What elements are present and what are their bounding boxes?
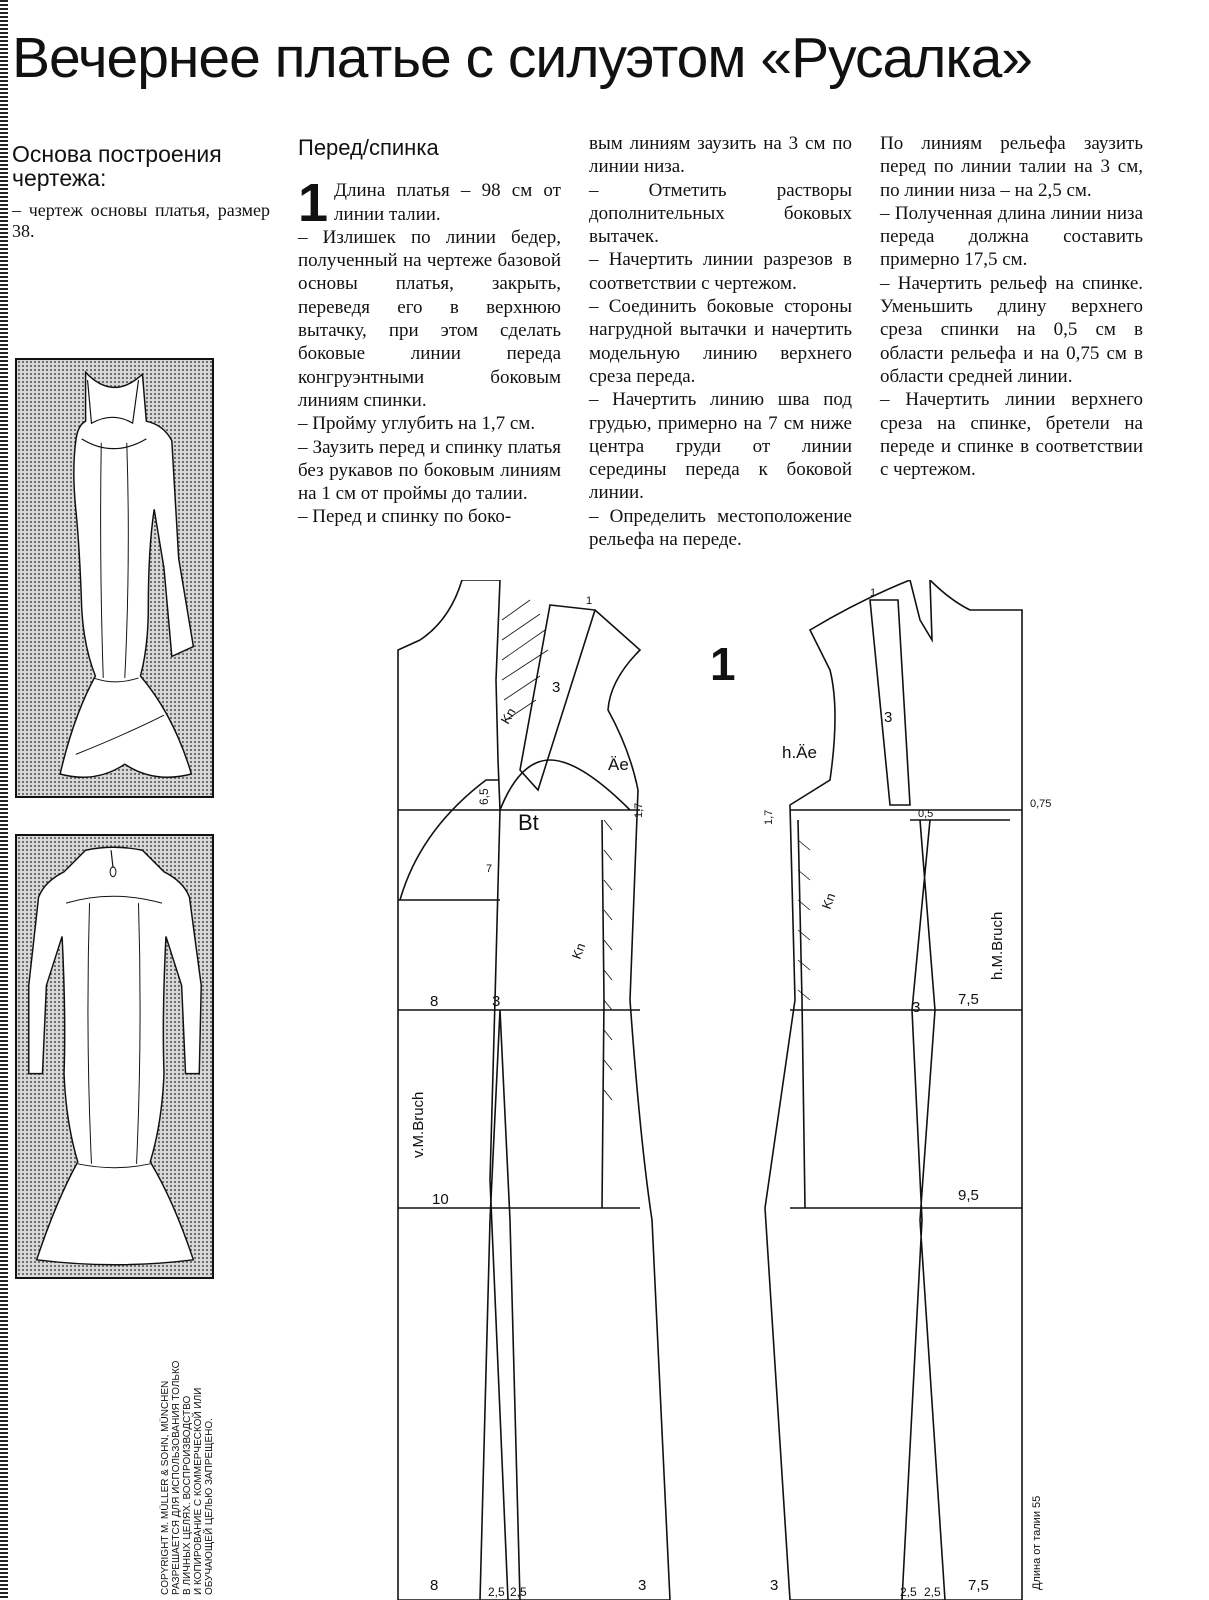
measure-label: 3 — [884, 709, 893, 726]
measure-label: 1 — [586, 595, 593, 607]
instruction-paragraph: вым линиям заузить на 3 см по линии низа. — [589, 133, 852, 178]
front-pattern-piece — [398, 580, 670, 1600]
measure-label: 0,5 — [918, 808, 934, 820]
scan-binding-edge — [0, 0, 8, 1600]
instruction-paragraph: – Определить местоположение рельефа на переде. — [589, 505, 852, 551]
instructions-column-1 — [298, 132, 561, 529]
measure-label: 1,7 — [763, 809, 775, 825]
front-hatch-lines — [502, 600, 612, 1100]
measure-label: 0,75 — [1030, 798, 1052, 810]
measure-label: 3 — [770, 1577, 779, 1594]
dress-back-illustration — [17, 836, 212, 1277]
measure-label: 6,5 — [477, 788, 491, 805]
instruction-paragraph: – Полученная длина линии низа переда должна составить примерно 17,5 см. — [880, 202, 1143, 271]
measure-label: 8 — [430, 993, 439, 1010]
measure-label: 7,5 — [968, 1577, 989, 1594]
pattern-basis-note — [12, 142, 272, 242]
instruction-paragraph: – Начертить линии верхнего среза на спинке, бретели на переде и спинке в соответствии с чертежом. — [880, 389, 1143, 481]
instruction-paragraph: – Отметить растворы дополнительных боковых вытачек. — [589, 179, 852, 248]
instruction-paragraph: Длина платья – 98 см от линии талии. — [334, 180, 561, 225]
measure-label: 7 — [486, 863, 493, 875]
basis-heading: Основа построения чертежа: — [12, 141, 222, 191]
page-title: Вечернее платье с силуэтом «Русалка» — [12, 26, 1033, 90]
instruction-paragraph: – Начертить линии разрезов в соответствии с чертежом. — [589, 249, 852, 294]
figure-number: 1 — [710, 638, 736, 690]
measure-label: 2,5 — [924, 1585, 941, 1599]
section-heading: Перед/спинка — [298, 135, 439, 160]
instruction-paragraph: – Начертить линию шва под грудью, примерно на 7 см ниже центра груди от линии середины переда к боковой линии. — [589, 389, 852, 504]
label-back-fold: h.M.Bruch — [989, 911, 1006, 980]
measure-label: 7,5 — [958, 991, 979, 1008]
measure-label: 3 — [638, 1577, 647, 1594]
label-kn: Kn — [818, 890, 839, 912]
label-kn: Kn — [568, 940, 589, 962]
instruction-paragraph: – Перед и спинку по боко- — [298, 506, 512, 528]
instruction-paragraph: – Соединить боковые стороны нагрудной вытачки и начертить модельную линию верхнего среза переда. — [589, 296, 852, 387]
instruction-paragraph: – Заузить перед и спинку платья без рукавов по боковым линиям на 1 см от проймы до талии. — [298, 436, 561, 505]
instructions-column-2 — [589, 132, 852, 551]
instruction-paragraph: По линиям рельефа заузить перед по линии талии на 3 см, по линии низа – на 2,5 см. — [880, 133, 1143, 201]
measure-label: 1,7 — [633, 802, 645, 818]
instruction-paragraph: – Пройму углубить на 1,7 см. — [298, 413, 536, 435]
instruction-paragraph: – Излишек по линии бедер, полученный на чертеже базовой основы платья, закрыть, переведя его в верхнюю вытачку, при этом сделать боковые линии переда конгруэнтными боковым линиям спинки. — [298, 226, 561, 411]
measure-label: 3 — [912, 999, 921, 1016]
label-front-fold: v.M.Bruch — [410, 1091, 427, 1158]
label-kn: Kn — [497, 705, 519, 727]
label-ae: Äe — [608, 755, 629, 774]
measure-label: 2,5 — [488, 1585, 505, 1599]
pattern-draft-figure — [390, 580, 1090, 1600]
measure-label: 3 — [552, 679, 561, 696]
instruction-paragraph: – Начертить рельеф на спинке. Уменьшить длину верхнего среза спинки на 0,5 см в области рельефа и на 0,75 см в области средней линии. — [880, 272, 1143, 387]
dress-front-illustration — [17, 360, 212, 796]
label-hae: h.Äe — [782, 743, 817, 762]
label-bust-point: Bt — [518, 810, 539, 835]
basis-text: – чертеж основы платья, размер 38. — [12, 200, 270, 241]
label-length-from-waist: Длина от талии 55 — [1031, 1495, 1043, 1590]
instructions-column-3 — [880, 132, 1143, 481]
measure-label: 9,5 — [958, 1187, 979, 1204]
dress-sketch-front — [15, 358, 214, 798]
step-number: 1 — [298, 173, 329, 234]
measure-label: 3 — [492, 993, 501, 1010]
dress-sketch-back — [15, 834, 214, 1279]
measure-label: 10 — [432, 1191, 449, 1208]
copyright-notice: COPYRIGHT M. MÜLLER & SOHN, MÜNCHEN РАЗРЕШАЕТСЯ ДЛЯ ИСПОЛЬЗОВАНИЯ ТОЛЬКО В ЛИЧНЫХ ЦЕЛЯХ. ВОСПРОИЗВОДСТВО И КОПИРОВАНИЕ С КОММЕРЧЕСКОЙ ИЛИ ОБУЧАЮЩЕЙ ЦЕЛЬЮ ЗАПРЕЩЕНО. — [160, 1360, 215, 1595]
measure-label: 1 — [870, 587, 877, 599]
measure-label: 2,5 — [510, 1585, 527, 1599]
back-pattern-piece — [765, 580, 1022, 1600]
measure-label: 8 — [430, 1577, 439, 1594]
measure-label: 2,5 — [900, 1585, 917, 1599]
